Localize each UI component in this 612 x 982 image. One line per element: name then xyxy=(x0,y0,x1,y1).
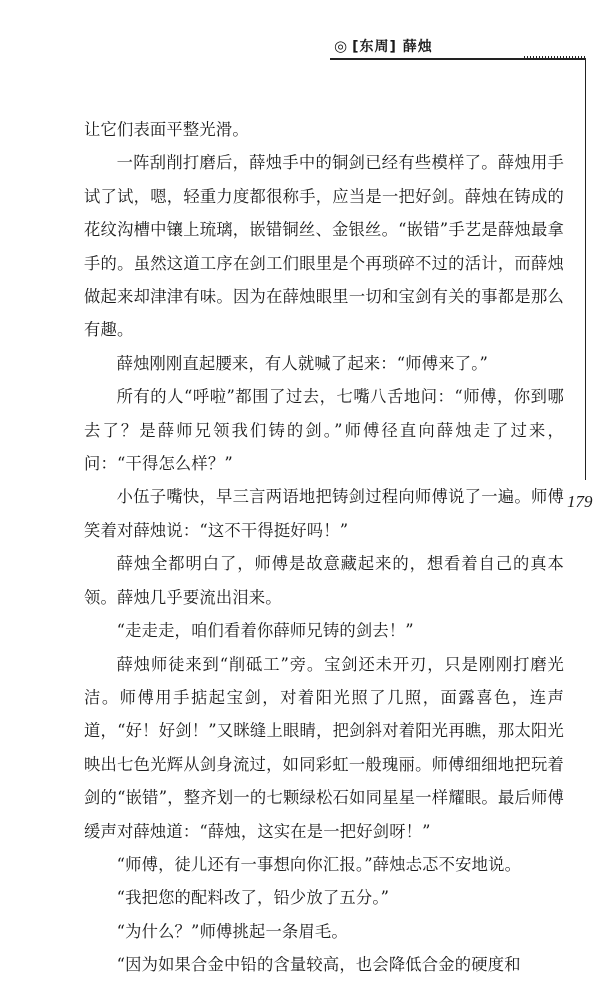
paragraph: “师傅，徒儿还有一事想向你汇报。”薛烛忐忑不安地说。 xyxy=(116,854,522,874)
body-text xyxy=(84,113,564,982)
header-rule-ornament xyxy=(524,56,586,60)
paragraph: 一阵刮削打磨后，薛烛手中的铜剑已经有些模样了。薛烛用手试了试，嗯，轻重力度都很称手，应当是一把好剑。薛烛在铸成的花纹沟槽中镶上琉璃，嵌错铜丝、金银丝。“嵌错”手艺是薛烛最拿手的。虽然这道工序在剑工们眼里是个再琐碎不过的活计，而薛烛做起来却津津有味。因为在薛烛眼里一切和宝剑有关的事都是那么有趣。 xyxy=(84,153,564,340)
circle-mark-icon: ◎ xyxy=(334,37,349,55)
paragraph: “为什么？”师傅挑起一条眉毛。 xyxy=(116,921,348,941)
paragraph: “因为如果合金中铅的含量较高，也会降低合金的硬度和 xyxy=(116,955,521,975)
paragraph: 让它们表面平整光滑。 xyxy=(84,120,249,139)
paragraph: 所有的人“呼啦”都围了过去，七嘴八舌地问：“师傅，你到哪去了？是薛师兄领我们铸的剑。”师傅径直向薛烛走了过来，问：“干得怎么样？” xyxy=(84,387,564,474)
paragraph: 小伍子嘴快，早三言两语地把铸剑过程向师傅说了一遍。师傅笑着对薛烛说：“这不干得挺好吗！” xyxy=(84,487,564,540)
header-title: [东周] 薛烛 xyxy=(352,39,433,55)
page-number: 179 xyxy=(567,492,593,511)
paragraph: “走走走，咱们看着你薛师兄铸的剑去！” xyxy=(116,621,414,641)
paragraph: 薛烛全都明白了，师傅是故意藏起来的，想看着自己的真本领。薛烛几乎要流出泪来。 xyxy=(84,554,564,607)
paragraph: 薛烛刚刚直起腰来，有人就喊了起来：“师傅来了。” xyxy=(116,353,489,373)
paragraph: 薛烛师徒来到“削砥工”旁。宝剑还未开刃，只是刚刚打磨光洁。师傅用手掂起宝剑，对着阳光照了几照，面露喜色，连声道，“好！好剑！”又眯缝上眼睛，把剑斜对着阳光再瞧，那太阳光映出七色光辉从剑身流过，如同彩虹一般瑰丽。师傅细细地把玩着剑的“嵌错”，整齐划一的七颗绿松石如同星星一样耀眼。最后师傅缓声对薛烛道：“薛烛，这实在是一把好剑呀！” xyxy=(84,654,564,841)
running-header xyxy=(334,36,433,56)
side-rule xyxy=(585,58,586,480)
paragraph: “我把您的配料改了，铅少放了五分。” xyxy=(116,888,390,908)
